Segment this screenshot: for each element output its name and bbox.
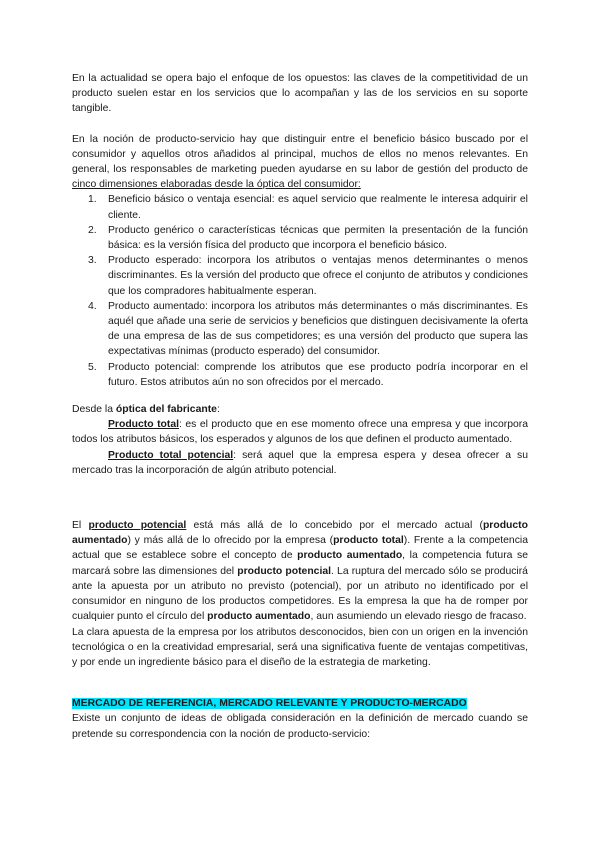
bold-term: producto aumentado (297, 550, 403, 562)
bold-term: producto aumentado (72, 520, 528, 547)
list-text: Producto genérico o características técnicas que permiten la presentación de la función básica: es la versión física del producto que incorpora el beneficio básico. (108, 224, 528, 252)
list-item (72, 299, 528, 360)
list-number: 1. (88, 194, 97, 206)
nocion-paragraph (72, 132, 528, 193)
text-run: . La ruptura del mercado sólo se producirá ante la apuesta por un atributo no previsto (potencial), por un atributo no identificado por el consumidor en ninguno de los productos competidores. Es la empresa la que ha de romper por cualquier punto el círculo del (72, 565, 528, 623)
list-item (72, 192, 528, 222)
nocion-underlined: cinco dimensiones elaboradas desde la óptica del consumidor: (72, 179, 361, 191)
bold-term: producto total (333, 535, 404, 547)
producto-potencial-paragraph (72, 448, 528, 478)
text-run: El (72, 520, 89, 532)
section-heading: MERCADO DE REFERENCIA, MERCADO RELEVANTE Y PRODUCTO-MERCADO (72, 698, 467, 710)
document-page (72, 71, 528, 742)
producto-total-paragraph (72, 417, 528, 447)
list-number: 3. (88, 255, 97, 267)
list-number: 2. (88, 224, 97, 236)
section-heading-line (72, 696, 528, 711)
list-text: Producto potencial: comprende los atributos que ese producto podría incorporar en el futuro. Estos atributos aún no son ofrecidos por el mercado. (108, 361, 528, 388)
list-number: 4. (88, 300, 97, 312)
apuesta-paragraph: La clara apuesta de la empresa por los atributos desconocidos, bien con un origen en la invención tecnológica o en la creatividad empresarial, será una significativa fuente de ventajas competitivas, y por ende un ingrediente básico para el diseño de la estrategia de marketing. (72, 626, 528, 668)
text-run: , aun asumiendo un elevado riesgo de fracaso. (310, 611, 527, 623)
fabricante-prefix: Desde la (72, 404, 116, 416)
fabricante-bold: óptica del fabricante (115, 404, 217, 416)
bold-term: producto potencial (88, 520, 187, 532)
dimensiones-list (72, 192, 528, 390)
bold-term: producto aumentado (207, 611, 311, 623)
text-run: ) y más allá de lo ofrecido por la empresa ( (127, 535, 334, 547)
list-text: Beneficio básico o ventaja esencial: es aquel servicio que realmente le interesa adquirir el cliente. (108, 194, 528, 221)
fabricante-heading (72, 402, 528, 417)
nocion-text: En la noción de producto-servicio hay que distinguir entre el beneficio básico buscado por el consumidor y aquellos otros añadidos al principal, muchos de ellos no menos relevantes. En general, los responsables de marketing pueden ayudarse en su labor de gestión del producto de (72, 133, 528, 176)
list-number: 5. (88, 361, 97, 373)
list-item (72, 253, 528, 299)
text-run: está más allá de lo concebido por el mercado actual ( (186, 520, 483, 532)
list-text: Producto esperado: incorpora los atributos o ventajas menos determinantes o menos discriminantes. Es la versión del producto que ofrece el conjunto de atributos y condiciones que los compradores habitualmente esperan. (108, 255, 528, 297)
producto-potencial-text: : será aquel que la empresa espera y desea ofrecer a su mercado tras la incorporación de algún atributo potencial. (72, 449, 529, 476)
section-paragraph: Existe un conjunto de ideas de obligada consideración en la definición de mercado cuando se pretende su correspondencia con la noción de producto-servicio: (72, 713, 528, 740)
text-run: ). Frente a la competencia actual que se establece sobre el concepto de (72, 535, 528, 562)
potencial-paragraph (72, 518, 528, 624)
text-run: , la competencia futura se marcará sobre las dimensiones del (72, 550, 529, 577)
fabricante-suffix: : (216, 404, 220, 416)
list-item (72, 223, 528, 253)
list-item (72, 360, 528, 390)
list-text: Producto aumentado: incorpora los atributos más determinantes o más discriminantes. Es aquél que añade una serie de servicios y beneficios que distinguen decisivamente la oferta de una empresa de las de sus competidores; es una versión del producto que supera las expectativas mínimas (producto esperado) del consumidor. (108, 300, 528, 358)
bold-term: producto potencial (237, 565, 332, 577)
producto-total-text: : es el producto que en ese momento ofrece una empresa y que incorpora todos los atributos básicos, los esperados y algunos de los que definen el producto aumentado. (72, 419, 528, 446)
intro-paragraph: En la actualidad se opera bajo el enfoque de los opuestos: las claves de la competitividad de un producto suelen estar en los servicios que lo acompañan y las de los servicios en su soporte tangible. (72, 73, 528, 115)
producto-total-term: Producto total (108, 419, 180, 431)
producto-potencial-term: Producto total potencial (108, 449, 234, 461)
